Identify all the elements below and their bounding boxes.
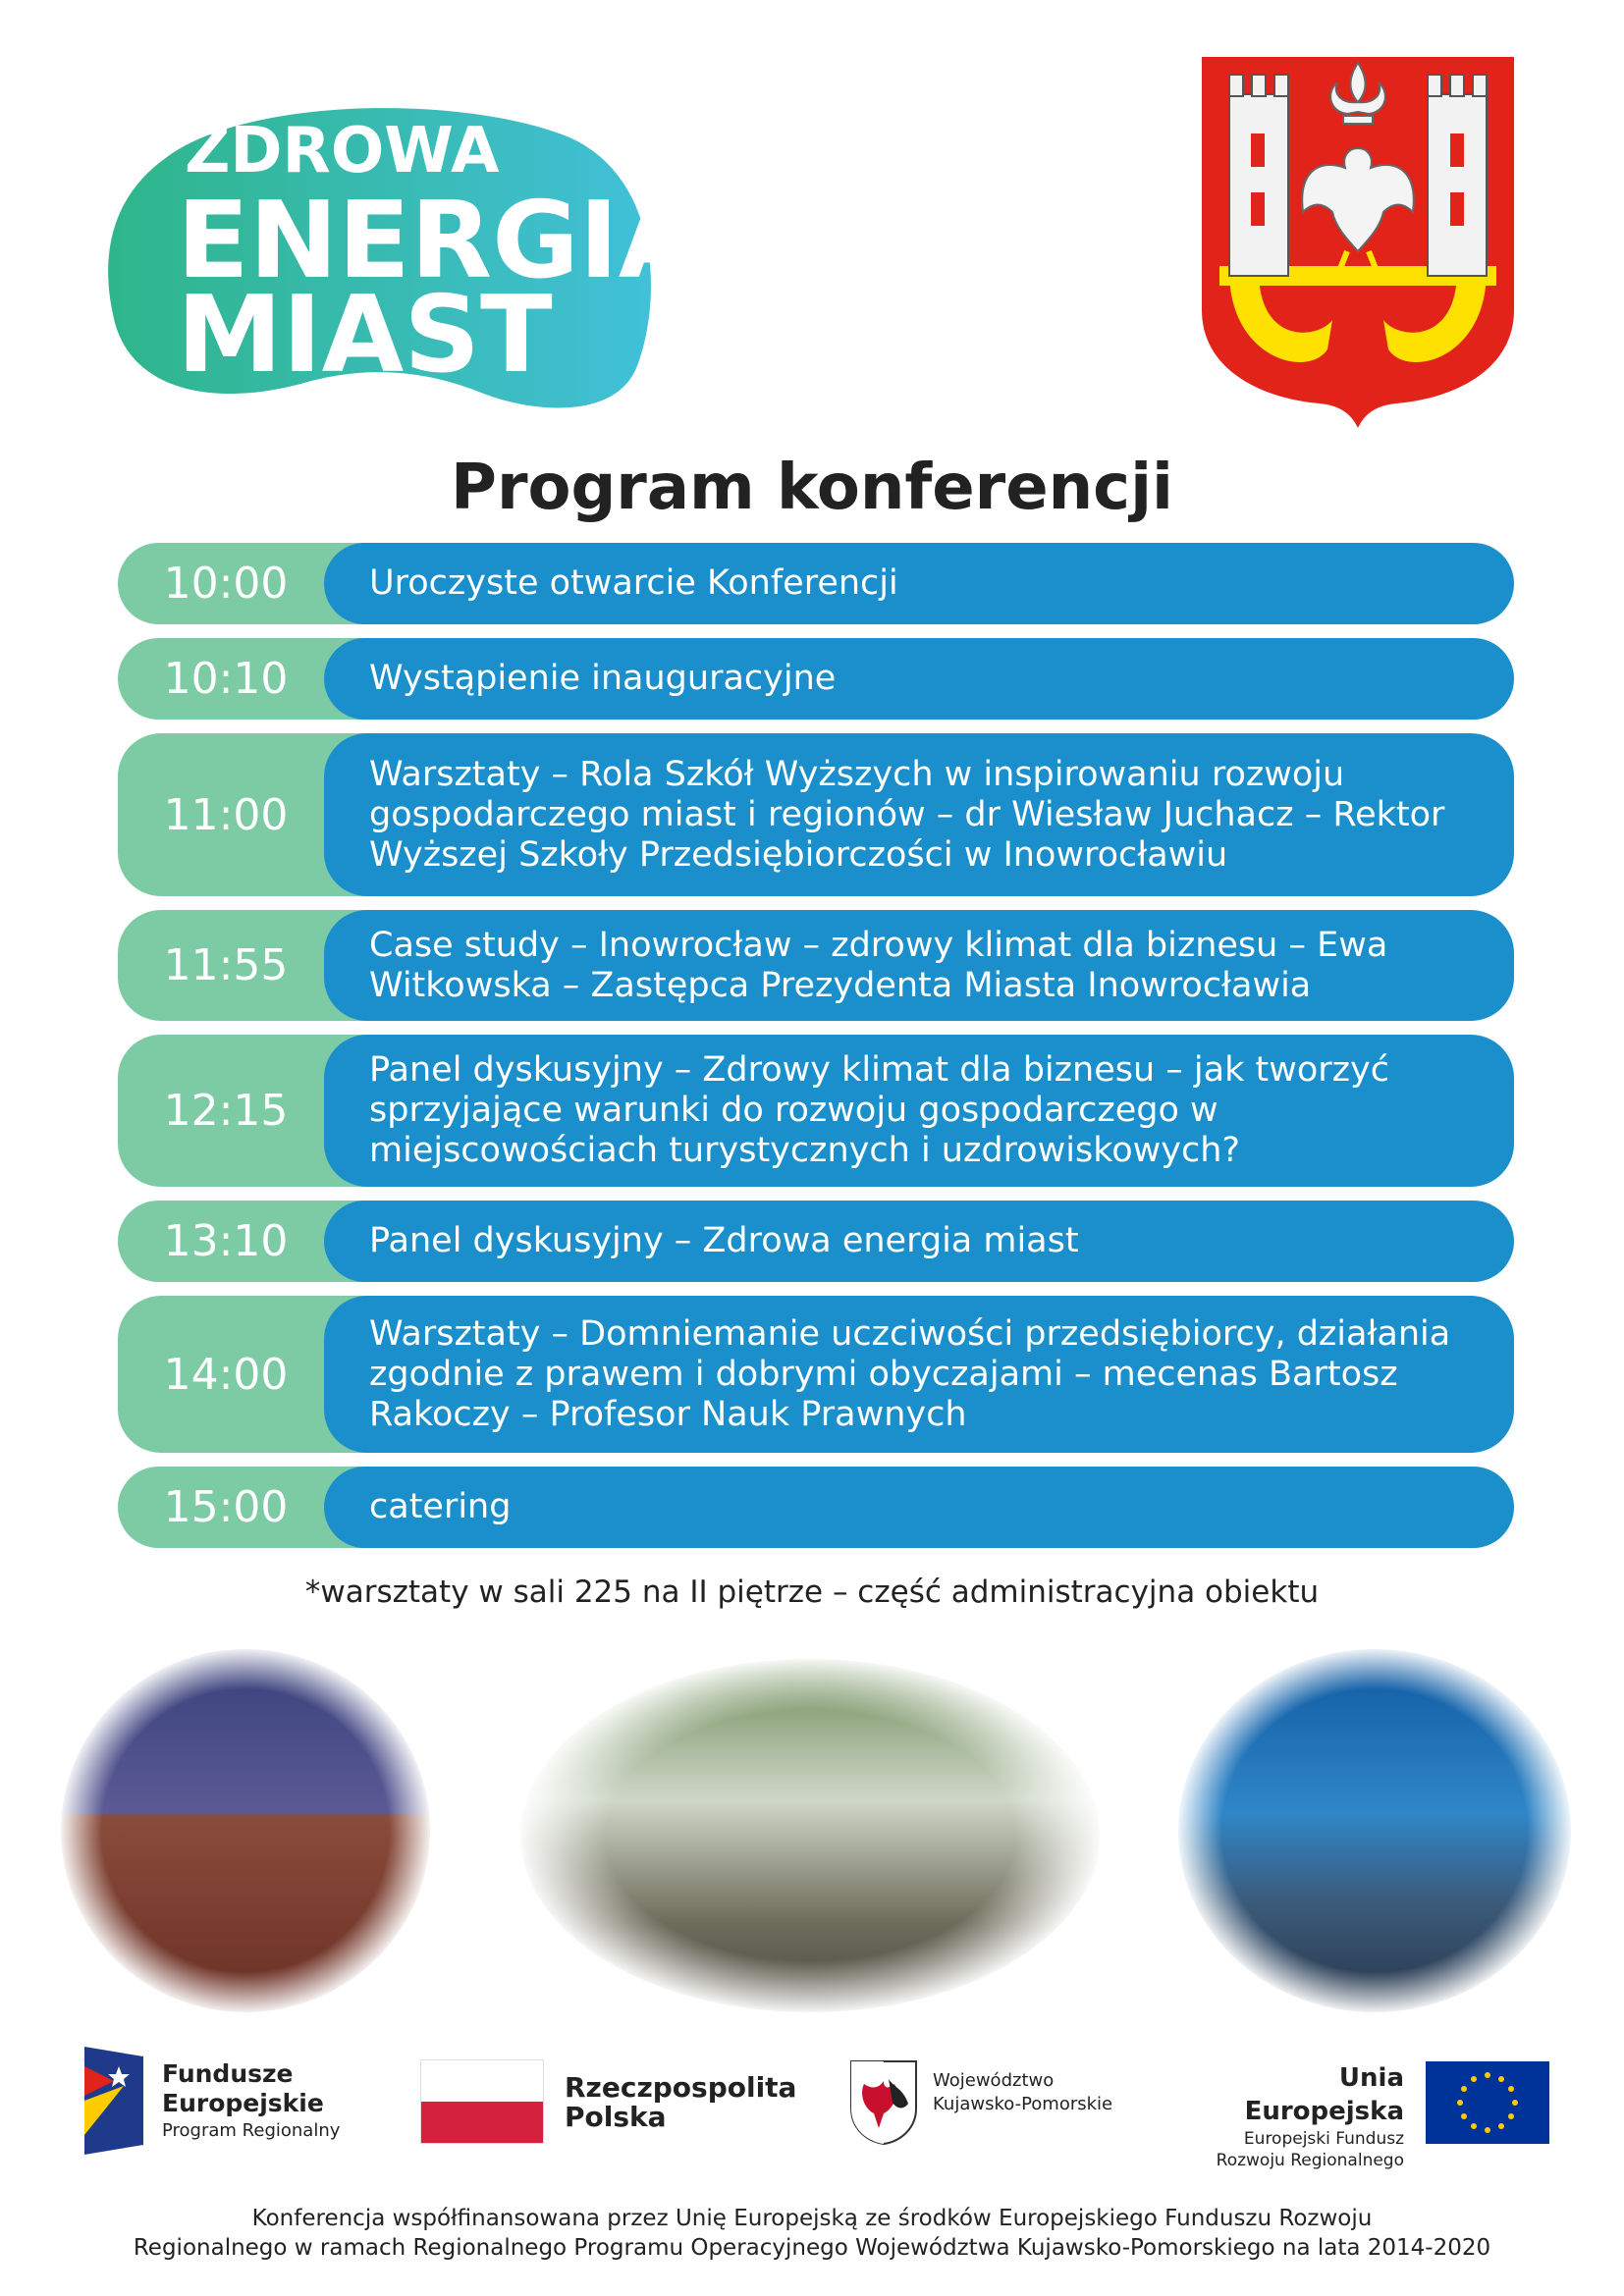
poland-flag-icon: [420, 2059, 544, 2144]
workshop-note: *warsztaty w sali 225 na II piętrze – część administracyjna obiektu: [304, 1575, 1320, 1610]
coat-of-arms-icon: [1200, 55, 1516, 430]
agenda-time: 15:00: [118, 1467, 373, 1548]
eu-flag-icon: [1426, 2061, 1549, 2144]
fe-line-1: Fundusze: [162, 2059, 294, 2088]
agenda-description: Panel dyskusyjny – Zdrowa energia miast: [324, 1201, 1514, 1282]
footer-line-1: Konferencja współfinansowana przez Unię Europejską ze środków Europejskiego Funduszu Rozwoju: [251, 2206, 1373, 2231]
agenda-row: [118, 733, 1514, 896]
graduation-tower-photo: [520, 1659, 1100, 2012]
agenda-row: [118, 1467, 1514, 1548]
agenda-time: 10:10: [118, 638, 373, 720]
agenda-description: Wystąpienie inauguracyjne: [324, 638, 1514, 720]
agenda-row: [118, 638, 1514, 720]
rzeczpospolita-label: [565, 2073, 796, 2132]
agenda-time: 14:00: [118, 1296, 373, 1453]
footer-line-2: Regionalnego w ramach Regionalnego Programu Operacyjnego Województwa Kujawsko-Pomorskiego na lata 2014-2020: [133, 2235, 1491, 2261]
agenda-description: Case study – Inowrocław – zdrowy klimat dla biznesu – Ewa Witkowska – Zastępca Prezydenta Miasta Inowrocławia: [324, 910, 1514, 1021]
logo-word-1: ZDROWA: [185, 115, 500, 187]
rp-line-1: Rzeczpospolita: [565, 2071, 797, 2104]
agenda-row: [118, 1296, 1514, 1453]
agenda-time: 11:55: [118, 910, 373, 1021]
fe-line-2: Europejskie: [162, 2089, 324, 2117]
agenda-row: [118, 910, 1514, 1021]
agenda-time: 12:15: [118, 1035, 373, 1187]
fe-line-3: Program Regionalny: [162, 2120, 341, 2141]
footer-funding-note: [0, 2204, 1624, 2263]
agenda-row: [118, 1201, 1514, 1282]
agenda-description: Panel dyskusyjny – Zdrowy klimat dla biznesu – jak tworzyć sprzyjające warunki do rozwoju gospodarczego w miejscowościach turystycznych i uzdrowiskowych?: [324, 1035, 1514, 1187]
logo-word-3: MIAST: [177, 274, 553, 397]
kp-line-2: Kujawsko-Pomorskie: [933, 2094, 1113, 2114]
kujawsko-pomorskie-label: [933, 2069, 1112, 2116]
ue-line-3: Rozwoju Regionalnego: [1216, 2151, 1404, 2170]
agenda-time: 11:00: [118, 733, 373, 896]
page-title: Program konferencji: [451, 452, 1173, 524]
industrial-plant-photo: [1178, 1649, 1571, 2012]
event-logo: [108, 98, 701, 422]
rp-line-2: Polska: [565, 2101, 667, 2133]
agenda-row: [118, 543, 1514, 624]
agenda-description: Uroczyste otwarcie Konferencji: [324, 543, 1514, 624]
kp-line-1: Województwo: [933, 2070, 1055, 2091]
unia-europejska-label: [1178, 2061, 1404, 2171]
ue-line-2: Europejski Fundusz: [1243, 2129, 1404, 2149]
agenda-description: catering: [324, 1467, 1514, 1548]
kujawsko-pomorskie-crest-icon: [849, 2059, 918, 2146]
fundusze-europejskie-label: [162, 2059, 340, 2144]
agenda-row: [118, 1035, 1514, 1187]
agenda-time: 10:00: [118, 543, 373, 624]
agenda-description: Warsztaty – Rola Szkół Wyższych w inspirowaniu rozwoju gospodarczego miast i regionów – dr Wiesław Juchacz – Rektor Wyższej Szkoły Przedsiębiorczości w Inowrocławiu: [324, 733, 1514, 896]
fundusze-europejskie-icon: [84, 2047, 143, 2155]
ue-line-1: Unia Europejska: [1244, 2063, 1404, 2126]
agenda-description: Warsztaty – Domniemanie uczciwości przedsiębiorcy, działania zgodnie z prawem i dobrymi obyczajami – mecenas Bartosz Rakoczy – Profesor Nauk Prawnych: [324, 1296, 1514, 1453]
logo-word-2: ENERGIA: [177, 180, 701, 302]
agenda-time: 13:10: [118, 1201, 373, 1282]
town-hall-photo: [61, 1649, 430, 2012]
